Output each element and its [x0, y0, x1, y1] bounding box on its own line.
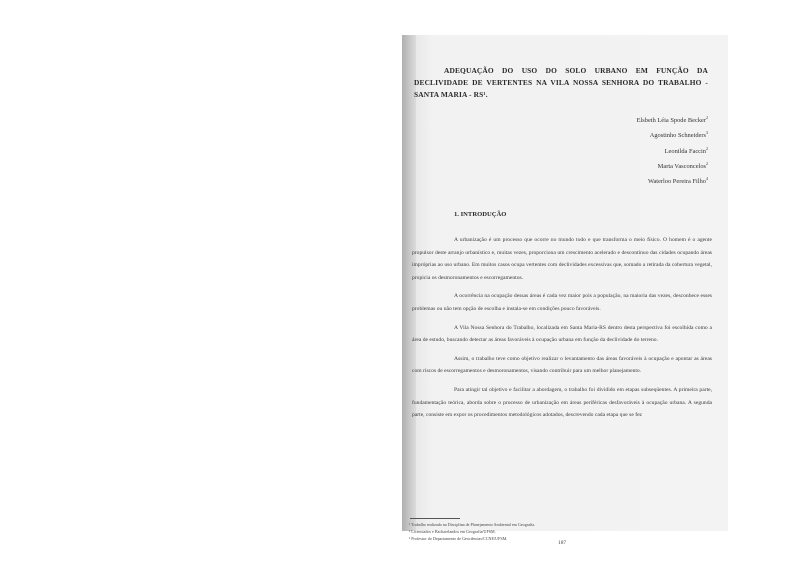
author-name: Leonilda Faccin$^2$ — [664, 145, 708, 155]
paragraph: A ocorrência na ocupação dessas áreas é cada vez maior pois a população, na maioria das vezes, desconhece esses problemas ou não tem opção de escolha e instala-se em condições pouco favoráveis. — [412, 293, 712, 312]
body-text — [412, 234, 712, 428]
section-heading: 1. INTRODUÇÃO — [454, 211, 507, 218]
paragraph: Assim, o trabalho teve como objetivo realizar o levantamento das áreas favoráveis à ocupação e apontar as áreas com riscos de escorregamentos e desmoronamentos, visando contribuir para um melhor planejamento. — [412, 355, 712, 375]
page-number: 187 — [558, 540, 567, 546]
scanned-page — [402, 35, 728, 546]
paragraph: A urbanização é um processo que ocorre no mundo todo e que transforma o meio físico. O homem é o agente propulsor deste arranjo urbanístico e, muitas vezes, proporciona um crescimento acelerado e descontínuo das cidades ocupando áreas impróprias ao uso urbano. Em muitos casos ocupa vertentes com declividades excessivas que, somado a retirada da cobertura vegetal, propicia os desmoronamentos e escorregamentos. — [412, 237, 712, 281]
footnote: ¹ Trabalho realizado na Disciplina de Planejamento Ambiental em Geografia. — [409, 522, 536, 527]
author-name: Marta Vasconcelos$^2$ — [657, 160, 708, 171]
document-title: ADEQUAÇÃO DO USO DO SOLO URBANO EM FUNÇÃO DA DECLIVIDADE DE VERTENTES NA VILA NOSSA SENHORA DO TRABALHO - SANTA MARIA - RS¹. — [414, 66, 708, 99]
footnote: ² Licenciados e Bacharelandos em Geografia/UFSM. — [409, 529, 496, 534]
author-name: Agostinho Schneiders$^3$ — [649, 130, 708, 140]
author-name: Waterloo Pereira Filho$^4$ — [647, 176, 708, 186]
author-list — [637, 112, 708, 189]
paragraph: A Vila Nossa Senhora do Trabalho, localizada em Santa Maria-RS dentro desta perspectiva foi escolhida como a área de estudo, buscando detectar as áreas favoráveis à ocupação urbana em função da declividade do terreno. — [412, 324, 712, 344]
footnote: ³ Professor do Departamento de Geociências/CCNE/UFSM. — [409, 536, 508, 541]
footnotes — [409, 521, 709, 542]
footnote-divider — [410, 518, 460, 519]
paragraph: Para atingir tal objetivo e facilitar a abordagem, o trabalho foi dividido em etapas subseqüentes. A primeira parte, fundamentação teórica, aborda sobre o processo de urbanização em áreas periféricas desfavoráveis à ocupação urbana. A segunda parte, consiste em expor os procedimentos metodológicos adotados, descrevendo cada etapa que se fez — [412, 386, 712, 419]
author-name: Elsbeth Léia Spode Becker$^2$ — [636, 115, 708, 125]
